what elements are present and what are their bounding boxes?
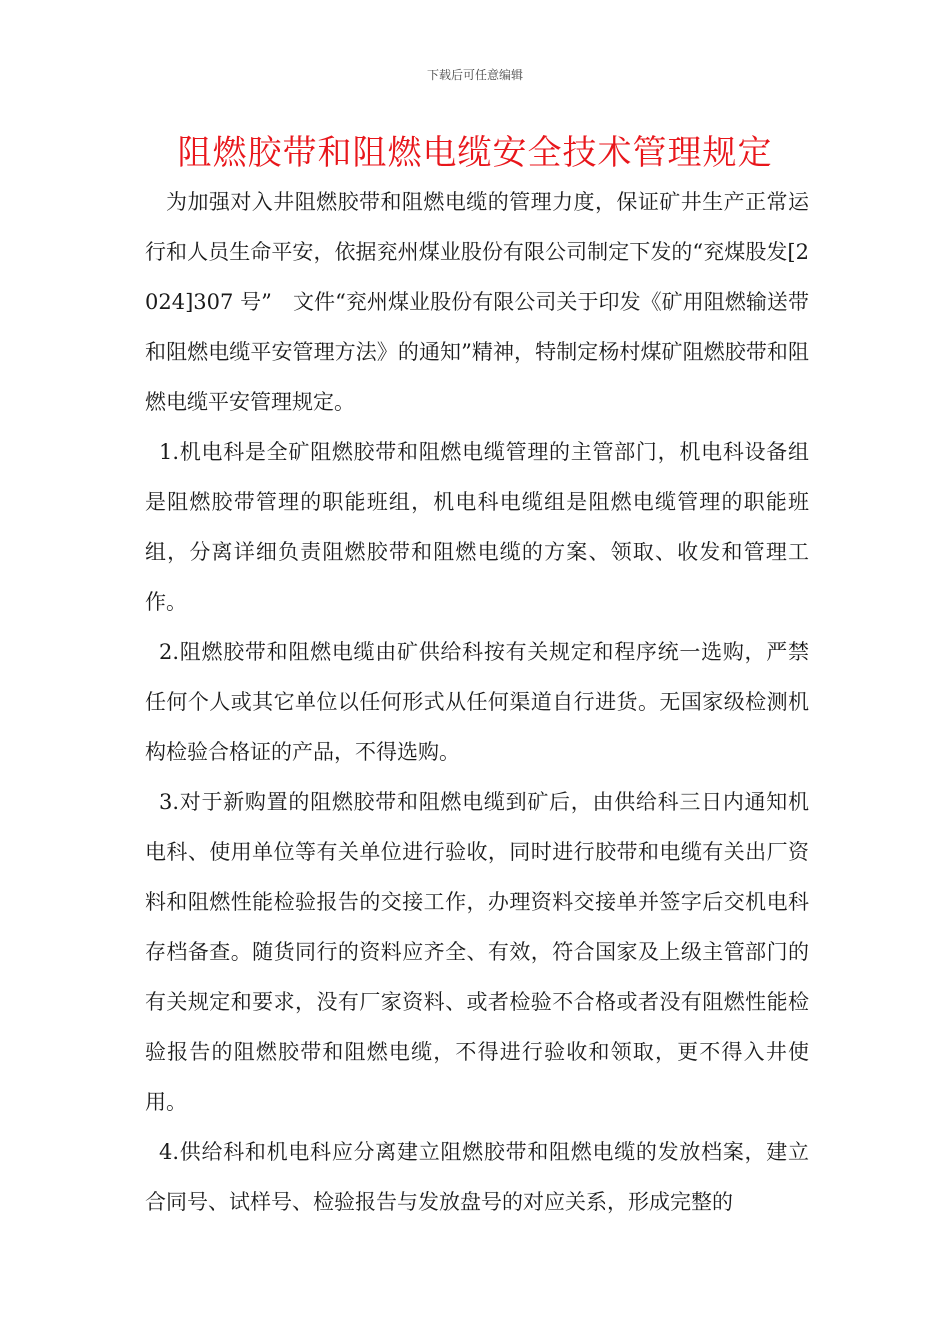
paragraph-item-4: 4.供给科和机电科应分离建立阻燃胶带和阻燃电缆的发放档案，建立合同号、试样号、检验报告与发放盘号的对应关系，形成完整的 (145, 1140, 809, 1214)
paragraph-item-3: 3.对于新购置的阻燃胶带和阻燃电缆到矿后，由供给科三日内通知机电科、使用单位等有关单位进行验收，同时进行胶带和电缆有关出厂资料和阻燃性能检验报告的交接工作，办理资料交接单并签字后交机电科存档备查。随货同行的资料应齐全、有效，符合国家及上级主管部门的有关规定和要求，没有厂家资料、或者检验不合格或者没有阻燃性能检验报告的阻燃胶带和阻燃电缆，不得进行验收和领取，更不得入井使用。 (145, 790, 809, 1114)
paragraph-item-2: 2.阻燃胶带和阻燃电缆由矿供给科按有关规定和程序统一选购，严禁任何个人或其它单位以任何形式从任何渠道自行进货。无国家级检测机构检验合格证的产品，不得选购。 (145, 640, 809, 764)
document-title: 阻燃胶带和阻燃电缆安全技术管理规定 (177, 133, 773, 173)
header-note: 下载后可任意编辑 (426, 68, 523, 82)
paragraph-intro: 为加强对入井阻燃胶带和阻燃电缆的管理力度，保证矿井生产正常运行和人员生命平安，依据兖州煤业股份有限公司制定下发的“兖煤股发[2024]307 号” 文件“兖州煤业股份有限公司关于印发《矿用阻燃输送带和阻燃电缆平安管理方法》的通知”精神，特制定杨村煤矿阻燃胶带和阻燃电缆平安管理规定。 (145, 190, 809, 414)
paragraph-item-1: 1.机电科是全矿阻燃胶带和阻燃电缆管理的主管部门，机电科设备组是阻燃胶带管理的职能班组，机电科电缆组是阻燃电缆管理的职能班组，分离详细负责阻燃胶带和阻燃电缆的方案、领取、收发和管理工作。 (145, 440, 809, 614)
document-body (145, 177, 809, 1227)
